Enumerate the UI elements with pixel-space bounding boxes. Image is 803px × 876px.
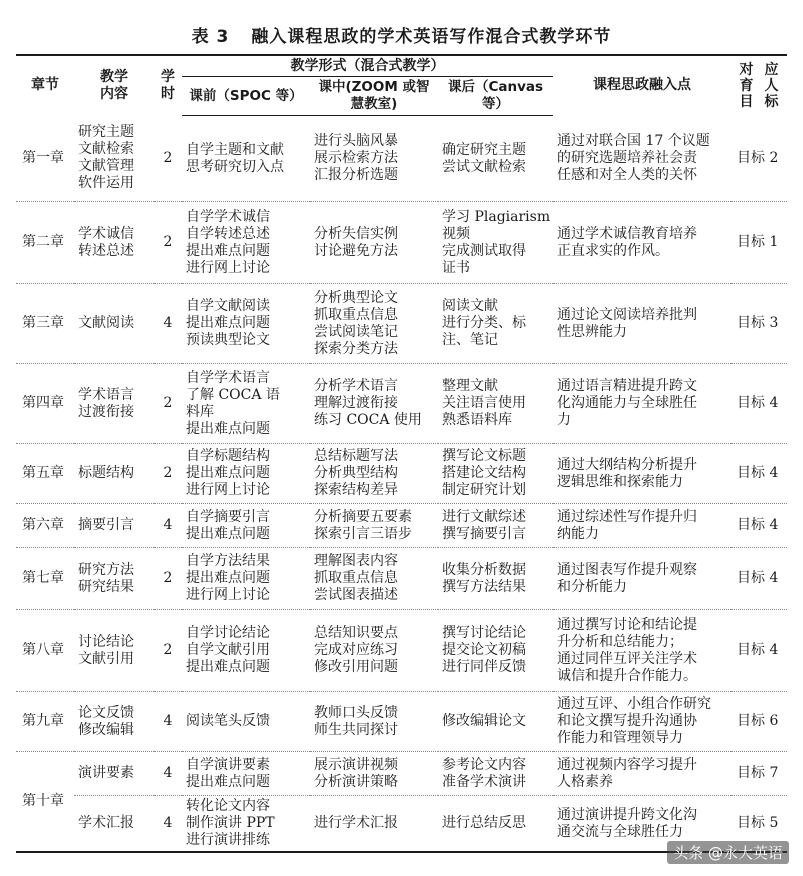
header-goal-char: 标 bbox=[764, 93, 779, 110]
ideology-line: 正直求实的作风。 bbox=[557, 242, 670, 259]
pre-line: 进行网上讨论 bbox=[186, 587, 270, 603]
header-goal bbox=[731, 55, 787, 116]
cell-post bbox=[438, 548, 553, 610]
table-row bbox=[16, 202, 787, 284]
cell-pre bbox=[182, 116, 310, 202]
cell-goal: 目标 3 bbox=[731, 284, 787, 364]
header-line: 慧教室) bbox=[350, 96, 398, 112]
pre-line: 自学学术语言 bbox=[186, 369, 270, 386]
cell-during bbox=[310, 504, 438, 548]
cell-ideology bbox=[553, 692, 731, 752]
pre-line: 了解 COCA 语 bbox=[186, 386, 280, 403]
pre-line: 提出难点问题 bbox=[186, 525, 270, 542]
during-line: 探索分类方法 bbox=[314, 340, 398, 357]
cell-hours: 4 bbox=[154, 504, 182, 548]
table-row bbox=[16, 504, 787, 548]
during-line: 展示演讲视频 bbox=[314, 756, 398, 773]
cell-during bbox=[310, 548, 438, 610]
cell-ideology bbox=[553, 116, 731, 202]
pre-line: 自学主题和文献 bbox=[186, 141, 284, 158]
ideology-line: 性思辨能力 bbox=[557, 323, 628, 340]
cell-goal: 目标 4 bbox=[731, 364, 787, 444]
during-line: 师生共同探讨 bbox=[314, 721, 398, 738]
pre-line: 自学讨论结论 bbox=[186, 625, 270, 641]
cell-chapter: 第三章 bbox=[16, 284, 74, 364]
cell-during bbox=[310, 364, 438, 444]
cell-chapter: 第二章 bbox=[16, 202, 74, 284]
header-line: 教学 bbox=[100, 68, 128, 85]
during-line: 分析典型论文 bbox=[314, 289, 398, 306]
pre-line: 提出难点问题 bbox=[186, 465, 270, 481]
cell-chapter: 第九章 bbox=[16, 692, 74, 752]
cell-content bbox=[74, 444, 154, 504]
during-line: 尝试阅读笔记 bbox=[314, 323, 398, 340]
cell-content bbox=[74, 548, 154, 610]
pre-line: 提出难点问题 bbox=[186, 659, 270, 675]
pre-line: 预读典型论文 bbox=[186, 332, 270, 348]
ideology-line: 诚信和提升合作能力。 bbox=[557, 667, 698, 684]
during-line: 进行头脑风暴 bbox=[314, 133, 398, 149]
pre-line: 思考研究切入点 bbox=[186, 158, 284, 175]
post-line: 阅读文献 bbox=[442, 298, 498, 314]
ideology-line: 通过撰写讨论和结论提 bbox=[557, 616, 698, 633]
content-line: 讨论结论 bbox=[78, 633, 134, 650]
during-line: 抓取重点信息 bbox=[314, 570, 398, 586]
content-line: 演讲要素 bbox=[78, 765, 134, 781]
header-goal-char: 育 bbox=[739, 77, 754, 94]
watermark: 头条 @永大英语 bbox=[667, 841, 789, 864]
cell-hours: 2 bbox=[154, 548, 182, 610]
post-line: 撰写论文标题 bbox=[442, 448, 526, 464]
ideology-line: 和分析能力 bbox=[557, 578, 628, 595]
pre-line: 自学文献引用 bbox=[186, 642, 270, 658]
cell-goal: 目标 6 bbox=[731, 692, 787, 752]
pre-line: 自学摘要引言 bbox=[186, 508, 270, 525]
ideology-line: 的研究选题培养社会责 bbox=[557, 149, 698, 166]
cell-ideology bbox=[553, 364, 731, 444]
pre-line: 制作演讲 PPT bbox=[186, 815, 275, 831]
cell-chapter: 第八章 bbox=[16, 610, 74, 692]
content-line: 软件运用 bbox=[78, 175, 134, 192]
cell-post bbox=[438, 692, 553, 752]
cell-chapter: 第五章 bbox=[16, 444, 74, 504]
table-title: 融入课程思政的学术英语写作混合式教学环节 bbox=[251, 27, 612, 47]
during-line: 尝试图表描述 bbox=[314, 587, 398, 603]
cell-content bbox=[74, 116, 154, 202]
cell-post bbox=[438, 444, 553, 504]
during-line: 分析失信实例 bbox=[314, 225, 398, 242]
cell-post bbox=[438, 504, 553, 548]
during-line: 进行学术汇报 bbox=[314, 815, 398, 831]
ideology-line: 升分析和总结能力； bbox=[557, 633, 684, 650]
cell-ideology bbox=[553, 752, 731, 796]
content-line: 摘要引言 bbox=[78, 517, 134, 533]
pre-line: 进行演讲排练 bbox=[186, 832, 270, 848]
post-line: 搭建论文结构 bbox=[442, 465, 526, 481]
cell-goal: 目标 4 bbox=[731, 504, 787, 548]
ideology-line: 化沟通能力与全球胜任 bbox=[557, 395, 698, 411]
post-line: 整理文献 bbox=[442, 378, 498, 394]
pre-line: 自学学术诚信 bbox=[186, 208, 270, 225]
cell-chapter: 第六章 bbox=[16, 504, 74, 548]
pre-line: 自学文献阅读 bbox=[186, 298, 270, 314]
header-pre: 课前（SPOC 等） bbox=[182, 77, 310, 116]
cell-chapter: 第四章 bbox=[16, 364, 74, 444]
cell-hours: 2 bbox=[154, 444, 182, 504]
during-line: 总结标题写法 bbox=[314, 448, 398, 464]
ideology-line: 通过学术诚信教育培养 bbox=[557, 225, 698, 242]
cell-content bbox=[74, 752, 154, 796]
cell-goal: 目标 4 bbox=[731, 444, 787, 504]
cell-chapter: 第一章 bbox=[16, 116, 74, 202]
content-line: 文献引用 bbox=[78, 650, 134, 667]
cell-pre bbox=[182, 364, 310, 444]
cell-content bbox=[74, 202, 154, 284]
header-content bbox=[74, 55, 154, 116]
post-line: 证书 bbox=[442, 259, 470, 276]
during-line: 理解图表内容 bbox=[314, 553, 398, 569]
cell-post bbox=[438, 364, 553, 444]
cell-pre bbox=[182, 796, 310, 853]
post-line: 提交论文初稿 bbox=[442, 642, 526, 658]
cell-ideology bbox=[553, 284, 731, 364]
table-row bbox=[16, 548, 787, 610]
content-line: 研究方法 bbox=[78, 561, 134, 578]
during-line: 探索结构差异 bbox=[314, 482, 398, 498]
cell-post bbox=[438, 752, 553, 796]
header-line: 课中(ZOOM 或智 bbox=[318, 79, 430, 95]
ideology-line: 通过互评、小组合作研究 bbox=[557, 696, 712, 712]
cell-hours: 2 bbox=[154, 202, 182, 284]
during-line: 练习 COCA 使用 bbox=[314, 412, 422, 428]
header-goal-char: 人 bbox=[764, 77, 779, 94]
table-row bbox=[16, 116, 787, 202]
header-line: 内容 bbox=[100, 85, 128, 102]
table-caption bbox=[0, 22, 803, 47]
cell-post bbox=[438, 284, 553, 364]
cell-pre bbox=[182, 444, 310, 504]
during-line: 总结知识要点 bbox=[314, 625, 398, 641]
ideology-line: 通过论文阅读培养批判 bbox=[557, 306, 698, 323]
post-line: 尝试文献检索 bbox=[442, 158, 526, 175]
post-line: 收集分析数据 bbox=[442, 561, 526, 578]
post-line: 修改编辑论文 bbox=[442, 713, 526, 729]
cell-pre bbox=[182, 752, 310, 796]
cell-ideology bbox=[553, 504, 731, 548]
table-row bbox=[16, 284, 787, 364]
content-line: 学术汇报 bbox=[78, 815, 134, 831]
cell-goal: 目标 4 bbox=[731, 610, 787, 692]
pre-line: 进行网上讨论 bbox=[186, 259, 270, 276]
cell-ideology bbox=[553, 548, 731, 610]
post-line: 撰写摘要引言 bbox=[442, 525, 526, 542]
cell-content bbox=[74, 504, 154, 548]
ideology-line: 通过大纲结构分析提升 bbox=[557, 456, 698, 473]
during-line: 修改引用问题 bbox=[314, 659, 398, 675]
during-line: 分析摘要五要素 bbox=[314, 508, 412, 525]
post-line: 准备学术演讲 bbox=[442, 773, 526, 790]
during-line: 抓取重点信息 bbox=[314, 306, 398, 323]
cell-goal: 目标 2 bbox=[731, 116, 787, 202]
cell-goal: 目标 7 bbox=[731, 752, 787, 796]
during-line: 分析演讲策略 bbox=[314, 773, 398, 790]
content-line: 修改编辑 bbox=[78, 721, 134, 738]
post-line: 关注语言使用 bbox=[442, 395, 526, 411]
cell-during bbox=[310, 692, 438, 752]
cell-goal: 目标 5 bbox=[731, 796, 787, 853]
during-line: 分析学术语言 bbox=[314, 378, 398, 394]
table-row bbox=[16, 692, 787, 752]
cell-hours: 2 bbox=[154, 116, 182, 202]
cell-hours: 2 bbox=[154, 364, 182, 444]
during-line: 展示检索方法 bbox=[314, 150, 398, 166]
cell-pre bbox=[182, 692, 310, 752]
cell-pre bbox=[182, 284, 310, 364]
post-line: 确定研究主题 bbox=[442, 141, 526, 158]
during-line: 分析典型结构 bbox=[314, 465, 398, 481]
post-line: 进行分类、标 bbox=[442, 315, 526, 331]
during-line: 完成对应练习 bbox=[314, 642, 398, 658]
post-line: 进行文献综述 bbox=[442, 508, 526, 525]
cell-ideology bbox=[553, 202, 731, 284]
ideology-line: 通过综述性写作提升归 bbox=[557, 508, 698, 525]
content-line: 过渡衔接 bbox=[78, 403, 134, 420]
cell-goal: 目标 4 bbox=[731, 548, 787, 610]
cell-hours: 2 bbox=[154, 610, 182, 692]
cell-pre bbox=[182, 504, 310, 548]
cell-content bbox=[74, 796, 154, 853]
header-during bbox=[310, 77, 438, 116]
ideology-line: 和论文撰写提升沟通协 bbox=[557, 713, 698, 729]
ideology-line: 通过演讲提升跨文化沟 bbox=[557, 806, 698, 823]
cell-during bbox=[310, 202, 438, 284]
ideology-line: 通过同伴互评关注学术 bbox=[557, 650, 698, 667]
pre-line: 提出难点问题 bbox=[186, 570, 270, 586]
cell-post bbox=[438, 610, 553, 692]
pre-line: 提出难点问题 bbox=[186, 315, 270, 331]
pre-line: 阅读笔头反馈 bbox=[186, 713, 270, 729]
cell-ideology bbox=[553, 610, 731, 692]
ideology-line: 通交流与全球胜任力 bbox=[557, 823, 684, 840]
cell-during bbox=[310, 796, 438, 853]
pre-line: 自学转述总述 bbox=[186, 225, 270, 242]
during-line: 汇报分析选题 bbox=[314, 167, 398, 183]
content-line: 学术诚信 bbox=[78, 225, 134, 242]
teaching-table bbox=[16, 54, 787, 853]
cell-post bbox=[438, 116, 553, 202]
cell-goal: 目标 1 bbox=[731, 202, 787, 284]
header-hours bbox=[154, 55, 182, 116]
cell-hours: 4 bbox=[154, 796, 182, 853]
ideology-line: 通过语言精进提升跨文 bbox=[557, 378, 698, 394]
cell-hours: 4 bbox=[154, 752, 182, 796]
pre-line: 自学演讲要素 bbox=[186, 756, 270, 773]
ideology-line: 力 bbox=[557, 412, 572, 428]
cell-content bbox=[74, 364, 154, 444]
ideology-line: 作能力和管理领导力 bbox=[557, 730, 684, 746]
during-line: 探索引言三语步 bbox=[314, 525, 412, 542]
cell-chapter: 第十章 bbox=[16, 752, 74, 853]
cell-content bbox=[74, 284, 154, 364]
pre-line: 进行网上讨论 bbox=[186, 482, 270, 498]
pre-line: 料库 bbox=[186, 403, 214, 420]
ideology-line: 通过视频内容学习提升 bbox=[557, 756, 698, 773]
post-line: 熟悉语料库 bbox=[442, 412, 512, 428]
pre-line: 自学标题结构 bbox=[186, 448, 270, 464]
table-row bbox=[16, 752, 787, 796]
cell-post bbox=[438, 202, 553, 284]
during-line: 讨论避免方法 bbox=[314, 242, 398, 259]
header-line: 时 bbox=[161, 85, 175, 102]
cell-hours: 4 bbox=[154, 692, 182, 752]
content-line: 文献阅读 bbox=[78, 315, 134, 331]
post-line: 参考论文内容 bbox=[442, 756, 526, 773]
cell-post bbox=[438, 796, 553, 853]
header-line: 等） bbox=[482, 96, 509, 112]
table-row bbox=[16, 610, 787, 692]
post-line: 视频 bbox=[442, 225, 470, 242]
header-goal-char: 应 bbox=[764, 61, 779, 78]
cell-during bbox=[310, 752, 438, 796]
header-row-1 bbox=[16, 55, 787, 77]
content-line: 研究主题 bbox=[78, 124, 134, 141]
ideology-line: 通过图表写作提升观察 bbox=[557, 561, 698, 578]
table-row bbox=[16, 444, 787, 504]
post-line: 制定研究计划 bbox=[442, 482, 526, 498]
header-goal-char: 目 bbox=[739, 93, 754, 110]
cell-content bbox=[74, 692, 154, 752]
cell-during bbox=[310, 444, 438, 504]
header-ideology: 课程思政融入点 bbox=[553, 55, 731, 116]
post-line: 撰写讨论结论 bbox=[442, 625, 526, 641]
content-line: 文献管理 bbox=[78, 158, 134, 175]
cell-ideology bbox=[553, 444, 731, 504]
post-line: 进行总结反思 bbox=[442, 815, 526, 831]
pre-line: 提出难点问题 bbox=[186, 420, 270, 437]
content-line: 标题结构 bbox=[78, 465, 134, 481]
post-line: 撰写方法结果 bbox=[442, 578, 526, 595]
content-line: 研究结果 bbox=[78, 578, 134, 595]
cell-pre bbox=[182, 548, 310, 610]
during-line: 理解过渡衔接 bbox=[314, 395, 398, 411]
pre-line: 提出难点问题 bbox=[186, 242, 270, 259]
content-line: 学术语言 bbox=[78, 386, 134, 403]
post-line: 进行同伴反馈 bbox=[442, 659, 526, 675]
cell-chapter: 第七章 bbox=[16, 548, 74, 610]
content-line: 论文反馈 bbox=[78, 704, 134, 721]
header-line: 学 bbox=[161, 68, 175, 85]
header-form: 教学形式（混合式教学） bbox=[182, 55, 553, 77]
pre-line: 转化论文内容 bbox=[186, 798, 270, 814]
cell-during bbox=[310, 116, 438, 202]
ideology-line: 通过对联合国 17 个议题 bbox=[557, 132, 710, 149]
cell-content bbox=[74, 610, 154, 692]
header-goal-char: 对 bbox=[739, 61, 754, 78]
during-line: 教师口头反馈 bbox=[314, 704, 398, 721]
ideology-line: 任感和对全人类的关怀 bbox=[557, 166, 698, 183]
cell-pre bbox=[182, 202, 310, 284]
ideology-line: 纳能力 bbox=[557, 525, 600, 542]
header-chapter: 章节 bbox=[16, 55, 74, 116]
cell-hours: 4 bbox=[154, 284, 182, 364]
header-line: 课后（Canvas bbox=[447, 79, 544, 95]
content-line: 文献检索 bbox=[78, 141, 134, 158]
table-number: 表 3 bbox=[191, 27, 230, 47]
cell-during bbox=[310, 284, 438, 364]
cell-pre bbox=[182, 610, 310, 692]
ideology-line: 人格素养 bbox=[557, 773, 614, 790]
cell-during bbox=[310, 610, 438, 692]
pre-line: 自学方法结果 bbox=[186, 553, 270, 569]
post-line: 注、笔记 bbox=[442, 332, 498, 348]
ideology-line: 逻辑思维和探索能力 bbox=[557, 473, 684, 490]
post-line: 完成测试取得 bbox=[442, 242, 526, 259]
post-line: 学习 Plagiarism bbox=[442, 208, 551, 225]
table-row bbox=[16, 364, 787, 444]
pre-line: 提出难点问题 bbox=[186, 773, 270, 790]
content-line: 转述总述 bbox=[78, 242, 134, 259]
header-post bbox=[438, 77, 553, 116]
